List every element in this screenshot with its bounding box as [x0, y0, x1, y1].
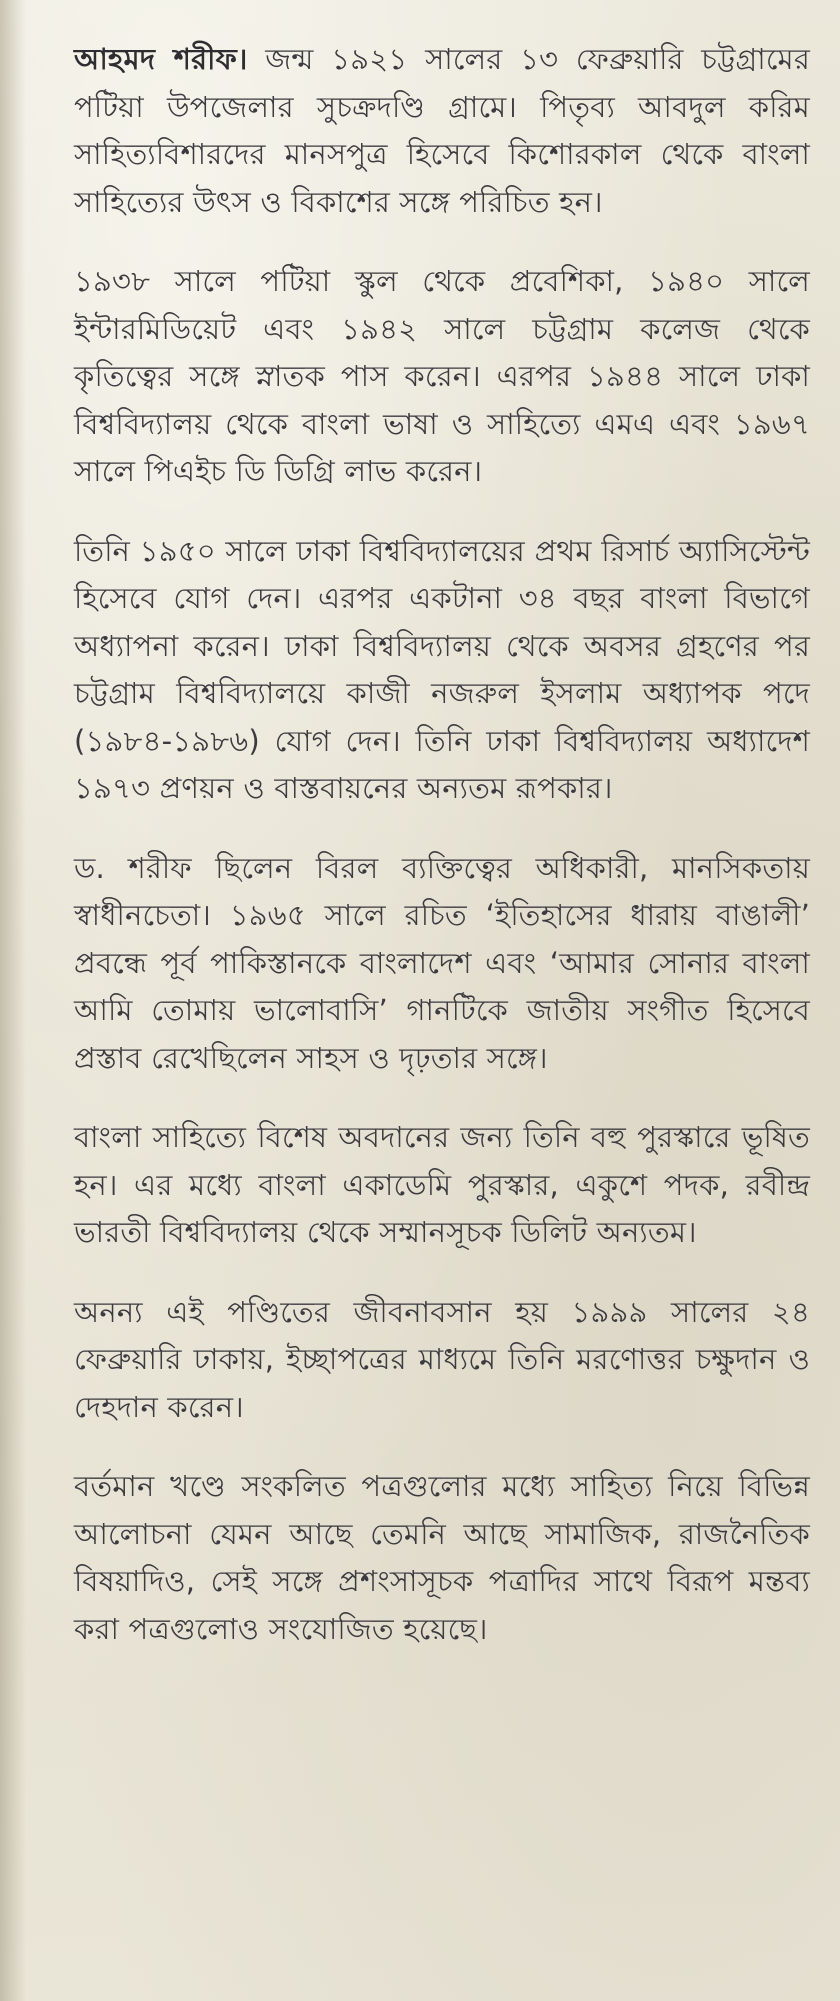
- bio-paragraph-1: [74, 36, 810, 226]
- bio-paragraph-1-text: জন্ম ১৯২১ সালের ১৩ ফেব্রুয়ারি চট্টগ্রামের পটিয়া উপজেলার সুচক্রদণ্ডি গ্রামে। পিতৃব্য আবদুল করিম সাহিত্যবিশারদের মানসপুত্র হিসেবে কিশোরকাল থেকে বাংলা সাহিত্যের উৎস ও বিকাশের সঙ্গে পরিচিত হন।: [74, 42, 810, 219]
- bio-paragraph-3: তিনি ১৯৫০ সালে ঢাকা বিশ্ববিদ্যালয়ের প্রথম রিসার্চ অ্যাসিস্টেন্ট হিসেবে যোগ দেন। এরপর একটানা ৩৪ বছর বাংলা বিভাগে অধ্যাপনা করেন। ঢাকা বিশ্ববিদ্যালয় থেকে অবসর গ্রহণের পর চট্টগ্রাম বিশ্ববিদ্যালয়ে কাজী নজরুল ইসলাম অধ্যাপক পদে (১৯৮৪-১৯৮৬) যোগ দেন। তিনি ঢাকা বিশ্ববিদ্যালয় অধ্যাদেশ ১৯৭৩ প্রণয়ন ও বাস্তবায়নের অন্যতম রূপকার।: [74, 533, 810, 805]
- author-name: আহমদ শরীফ।: [74, 42, 248, 76]
- bio-paragraph-2: ১৯৩৮ সালে পটিয়া স্কুল থেকে প্রবেশিকা, ১৯৪০ সালে ইন্টারমিডিয়েট এবং ১৯৪২ সালে চট্টগ্রাম কলেজ থেকে কৃতিত্বের সঙ্গে স্নাতক পাস করেন। এরপর ১৯৪৪ সালে ঢাকা বিশ্ববিদ্যালয় থেকে বাংলা ভাষা ও সাহিত্যে এমএ এবং ১৯৬৭ সালে পিএইচ ডি ডিগ্রি লাভ করেন।: [74, 264, 810, 488]
- bio-paragraph-5: বাংলা সাহিত্যে বিশেষ অবদানের জন্য তিনি বহু পুরস্কারে ভূষিত হন। এর মধ্যে বাংলা একাডেমি পুরস্কার, একুশে পদক, রবীন্দ্র ভারতী বিশ্ববিদ্যালয় থেকে সম্মানসূচক ডিলিট অন্যতম।: [74, 1120, 810, 1249]
- author-biography: [74, 36, 810, 1653]
- bio-paragraph-4: ড. শরীফ ছিলেন বিরল ব্যক্তিত্বের অধিকারী, মানসিকতায় স্বাধীনচেতা। ১৯৬৫ সালে রচিত ‘ইতিহাসের ধারায় বাঙালী’ প্রবন্ধে পূর্ব পাকিস্তানকে বাংলাদেশ এবং ‘আমার সোনার বাংলা আমি তোমায় ভালোবাসি’ গানটিকে জাতীয় সংগীত হিসেবে প্রস্তাব রেখেছিলেন সাহস ও দৃঢ়তার সঙ্গে।: [74, 850, 810, 1075]
- bio-paragraph-6: অনন্য এই পণ্ডিতের জীবনাবসান হয় ১৯৯৯ সালের ২৪ ফেব্রুয়ারি ঢাকায়, ইচ্ছাপত্রের মাধ্যমে তিনি মরণোত্তর চক্ষুদান ও দেহদান করেন।: [74, 1294, 810, 1424]
- bio-paragraph-7: বর্তমান খণ্ডে সংকলিত পত্রগুলোর মধ্যে সাহিত্য নিয়ে বিভিন্ন আলোচনা যেমন আছে তেমনি আছে সামাজিক, রাজনৈতিক বিষয়াদিও, সেই সঙ্গে প্রশংসাসূচক পত্রাদির সাথে বিরূপ মন্তব্য করা পত্রগুলোও সংযোজিত হয়েছে।: [74, 1469, 810, 1646]
